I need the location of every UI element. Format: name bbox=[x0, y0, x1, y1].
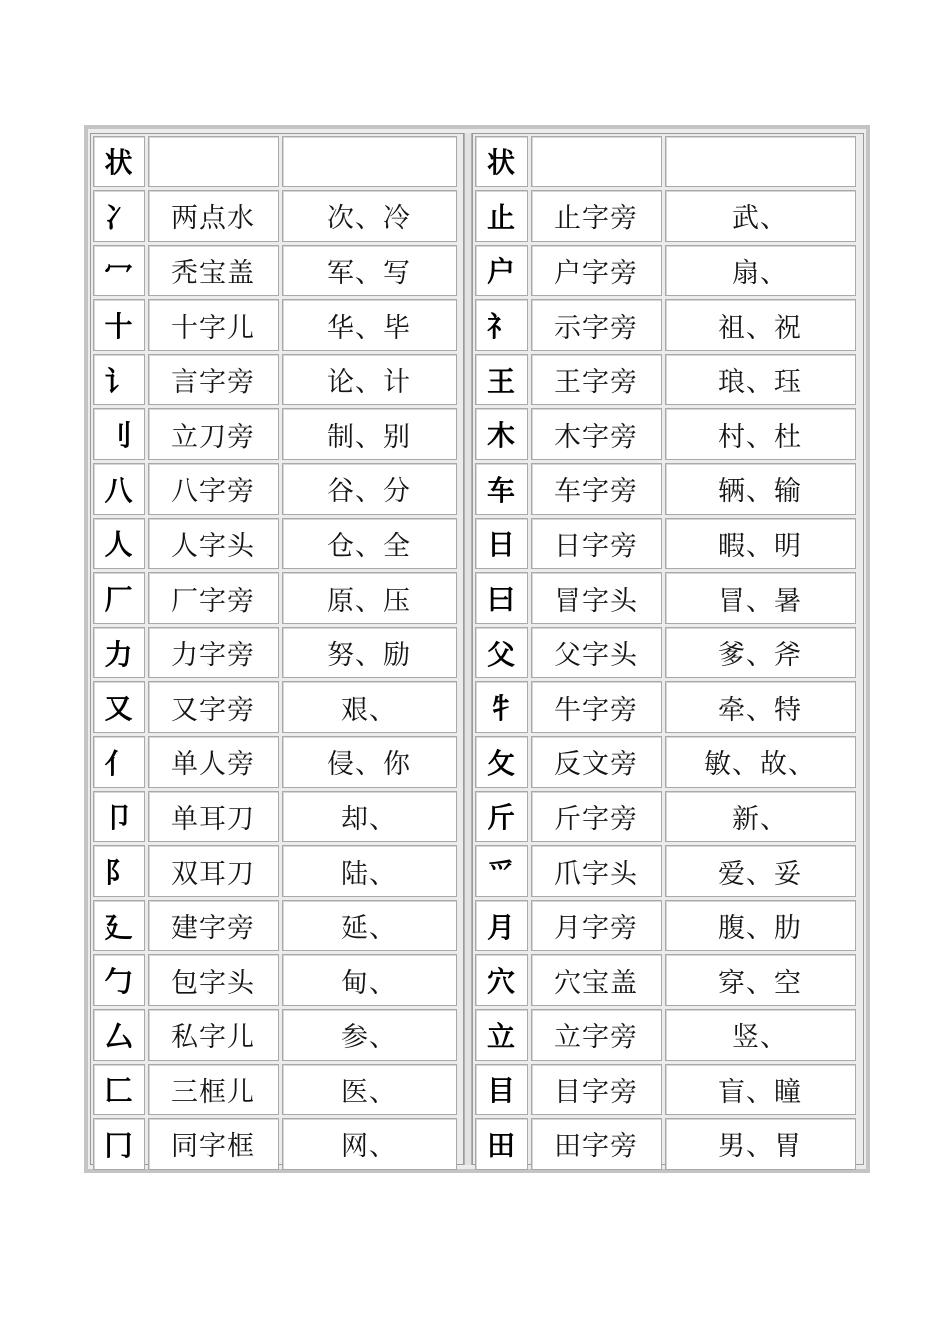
table-row bbox=[91, 352, 463, 407]
radical-name-cell bbox=[148, 136, 279, 188]
table-row bbox=[473, 243, 863, 298]
radical-cell: 攵 bbox=[475, 736, 528, 788]
radical-name-cell: 示字旁 bbox=[531, 299, 662, 351]
radical-cell: 亻 bbox=[93, 736, 145, 788]
table-row bbox=[473, 1062, 863, 1117]
radical-cell: 八 bbox=[93, 463, 145, 515]
radical-cell: 冫 bbox=[93, 190, 145, 242]
radical-cell: 爫 bbox=[475, 845, 528, 897]
example-chars-cell: 琅、珏 bbox=[665, 354, 856, 406]
radical-name-cell: 包字头 bbox=[148, 954, 279, 1006]
table-row bbox=[473, 189, 863, 244]
radical-cell: 冂 bbox=[93, 1118, 145, 1170]
example-chars-cell: 盲、瞳 bbox=[665, 1064, 856, 1116]
example-chars-cell bbox=[665, 136, 856, 188]
radical-name-cell: 止字旁 bbox=[531, 190, 662, 242]
table-row bbox=[91, 1062, 463, 1117]
radicals-table bbox=[84, 125, 870, 1173]
radical-cell: 王 bbox=[475, 354, 528, 406]
example-chars-cell: 爹、斧 bbox=[665, 627, 856, 679]
table-row bbox=[91, 407, 463, 462]
radical-cell: 厶 bbox=[93, 1009, 145, 1061]
radical-name-cell: 八字旁 bbox=[148, 463, 279, 515]
radical-name-cell: 秃宝盖 bbox=[148, 245, 279, 297]
example-chars-cell: 腹、肋 bbox=[665, 900, 856, 952]
radical-name-cell: 单人旁 bbox=[148, 736, 279, 788]
radical-cell: 讠 bbox=[93, 354, 145, 406]
example-chars-cell: 竖、 bbox=[665, 1009, 856, 1061]
table-row bbox=[473, 898, 863, 953]
radical-cell: 立 bbox=[475, 1009, 528, 1061]
radical-name-cell: 冒字头 bbox=[531, 572, 662, 624]
example-chars-cell: 牵、特 bbox=[665, 681, 856, 733]
table-row bbox=[91, 516, 463, 571]
radical-cell: 力 bbox=[93, 627, 145, 679]
radical-cell: 日 bbox=[475, 518, 528, 570]
radical-name-cell: 穴宝盖 bbox=[531, 954, 662, 1006]
table-row bbox=[473, 844, 863, 899]
example-chars-cell: 却、 bbox=[282, 791, 457, 843]
example-chars-cell: 侵、你 bbox=[282, 736, 457, 788]
radical-name-cell: 木字旁 bbox=[531, 408, 662, 460]
radical-cell: 厂 bbox=[93, 572, 145, 624]
radical-cell: 廴 bbox=[93, 900, 145, 952]
radical-name-cell: 立刀旁 bbox=[148, 408, 279, 460]
table-row bbox=[91, 953, 463, 1008]
table-row bbox=[91, 571, 463, 626]
radical-name-cell: 车字旁 bbox=[531, 463, 662, 515]
radical-name-cell: 三框儿 bbox=[148, 1064, 279, 1116]
radical-cell: 又 bbox=[93, 681, 145, 733]
table-row bbox=[91, 898, 463, 953]
example-chars-cell: 医、 bbox=[282, 1064, 457, 1116]
radical-cell: 木 bbox=[475, 408, 528, 460]
radical-cell: 曰 bbox=[475, 572, 528, 624]
table-row bbox=[473, 680, 863, 735]
radical-name-cell: 私字儿 bbox=[148, 1009, 279, 1061]
table-row bbox=[473, 1008, 863, 1063]
radical-cell: 状 bbox=[93, 136, 145, 188]
radical-name-cell: 王字旁 bbox=[531, 354, 662, 406]
radical-cell: 车 bbox=[475, 463, 528, 515]
radical-cell: 田 bbox=[475, 1118, 528, 1170]
radical-cell: 卩 bbox=[93, 791, 145, 843]
radical-name-cell: 田字旁 bbox=[531, 1118, 662, 1170]
table-row bbox=[91, 243, 463, 298]
example-chars-cell: 敏、故、 bbox=[665, 736, 856, 788]
table-row bbox=[473, 352, 863, 407]
radical-cell: 止 bbox=[475, 190, 528, 242]
radical-name-cell: 户字旁 bbox=[531, 245, 662, 297]
example-chars-cell: 军、写 bbox=[282, 245, 457, 297]
example-chars-cell: 扇、 bbox=[665, 245, 856, 297]
radical-name-cell: 月字旁 bbox=[531, 900, 662, 952]
example-chars-cell: 原、压 bbox=[282, 572, 457, 624]
radical-cell: 十 bbox=[93, 299, 145, 351]
example-chars-cell: 延、 bbox=[282, 900, 457, 952]
radical-cell: 刂 bbox=[93, 408, 145, 460]
radical-cell: 父 bbox=[475, 627, 528, 679]
radical-name-cell: 又字旁 bbox=[148, 681, 279, 733]
table-row bbox=[473, 407, 863, 462]
example-chars-cell: 制、别 bbox=[282, 408, 457, 460]
example-chars-cell: 辆、输 bbox=[665, 463, 856, 515]
table-row bbox=[473, 1117, 863, 1172]
example-chars-cell: 男、胃 bbox=[665, 1118, 856, 1170]
table-row bbox=[91, 462, 463, 517]
example-chars-cell: 网、 bbox=[282, 1118, 457, 1170]
radical-name-cell: 厂字旁 bbox=[148, 572, 279, 624]
radical-cell: 冖 bbox=[93, 245, 145, 297]
radical-name-cell: 双耳刀 bbox=[148, 845, 279, 897]
radical-cell: 月 bbox=[475, 900, 528, 952]
radical-name-cell: 父字头 bbox=[531, 627, 662, 679]
radical-cell: 目 bbox=[475, 1064, 528, 1116]
example-chars-cell: 新、 bbox=[665, 791, 856, 843]
table-header-row bbox=[473, 134, 863, 189]
radical-cell: 穴 bbox=[475, 954, 528, 1006]
example-chars-cell: 穿、空 bbox=[665, 954, 856, 1006]
example-chars-cell: 华、毕 bbox=[282, 299, 457, 351]
table-row bbox=[473, 298, 863, 353]
radical-cell: 勹 bbox=[93, 954, 145, 1006]
example-chars-cell: 祖、祝 bbox=[665, 299, 856, 351]
example-chars-cell: 仓、全 bbox=[282, 518, 457, 570]
example-chars-cell: 艰、 bbox=[282, 681, 457, 733]
radical-name-cell: 人字头 bbox=[148, 518, 279, 570]
radical-cell: 斤 bbox=[475, 791, 528, 843]
table-row bbox=[91, 844, 463, 899]
example-chars-cell: 次、冷 bbox=[282, 190, 457, 242]
table-row bbox=[91, 735, 463, 790]
radical-name-cell: 爪字头 bbox=[531, 845, 662, 897]
radical-name-cell: 单耳刀 bbox=[148, 791, 279, 843]
table-row bbox=[473, 625, 863, 680]
radical-name-cell: 牛字旁 bbox=[531, 681, 662, 733]
table-row bbox=[91, 789, 463, 844]
table-row bbox=[91, 1008, 463, 1063]
radical-name-cell: 日字旁 bbox=[531, 518, 662, 570]
radical-name-cell: 目字旁 bbox=[531, 1064, 662, 1116]
radical-cell: 阝 bbox=[93, 845, 145, 897]
table-row bbox=[473, 516, 863, 571]
radical-cell: 户 bbox=[475, 245, 528, 297]
radical-cell: 匚 bbox=[93, 1064, 145, 1116]
table-row bbox=[473, 789, 863, 844]
right-radicals-table bbox=[472, 133, 864, 1165]
example-chars-cell: 冒、暑 bbox=[665, 572, 856, 624]
example-chars-cell: 村、杜 bbox=[665, 408, 856, 460]
radical-name-cell: 两点水 bbox=[148, 190, 279, 242]
radical-cell: 牜 bbox=[475, 681, 528, 733]
radical-name-cell: 同字框 bbox=[148, 1118, 279, 1170]
radical-name-cell: 立字旁 bbox=[531, 1009, 662, 1061]
radical-name-cell: 斤字旁 bbox=[531, 791, 662, 843]
table-row bbox=[473, 571, 863, 626]
example-chars-cell: 论、计 bbox=[282, 354, 457, 406]
table-divider bbox=[464, 133, 472, 1165]
table-row bbox=[91, 298, 463, 353]
radical-name-cell bbox=[531, 136, 662, 188]
radical-name-cell: 十字儿 bbox=[148, 299, 279, 351]
radical-name-cell: 力字旁 bbox=[148, 627, 279, 679]
left-radicals-table bbox=[90, 133, 464, 1165]
table-row bbox=[91, 625, 463, 680]
table-row bbox=[473, 462, 863, 517]
table-row bbox=[473, 953, 863, 1008]
table-row bbox=[91, 680, 463, 735]
example-chars-cell: 谷、分 bbox=[282, 463, 457, 515]
example-chars-cell: 甸、 bbox=[282, 954, 457, 1006]
table-header-row bbox=[91, 134, 463, 189]
radical-cell: 状 bbox=[475, 136, 528, 188]
example-chars-cell: 武、 bbox=[665, 190, 856, 242]
table-row bbox=[473, 735, 863, 790]
example-chars-cell bbox=[282, 136, 457, 188]
table-row bbox=[91, 189, 463, 244]
example-chars-cell: 暇、明 bbox=[665, 518, 856, 570]
radical-cell: 礻 bbox=[475, 299, 528, 351]
radical-name-cell: 建字旁 bbox=[148, 900, 279, 952]
radical-name-cell: 反文旁 bbox=[531, 736, 662, 788]
example-chars-cell: 爱、妥 bbox=[665, 845, 856, 897]
example-chars-cell: 陆、 bbox=[282, 845, 457, 897]
table-row bbox=[91, 1117, 463, 1172]
example-chars-cell: 参、 bbox=[282, 1009, 457, 1061]
example-chars-cell: 努、励 bbox=[282, 627, 457, 679]
radical-cell: 人 bbox=[93, 518, 145, 570]
radical-name-cell: 言字旁 bbox=[148, 354, 279, 406]
